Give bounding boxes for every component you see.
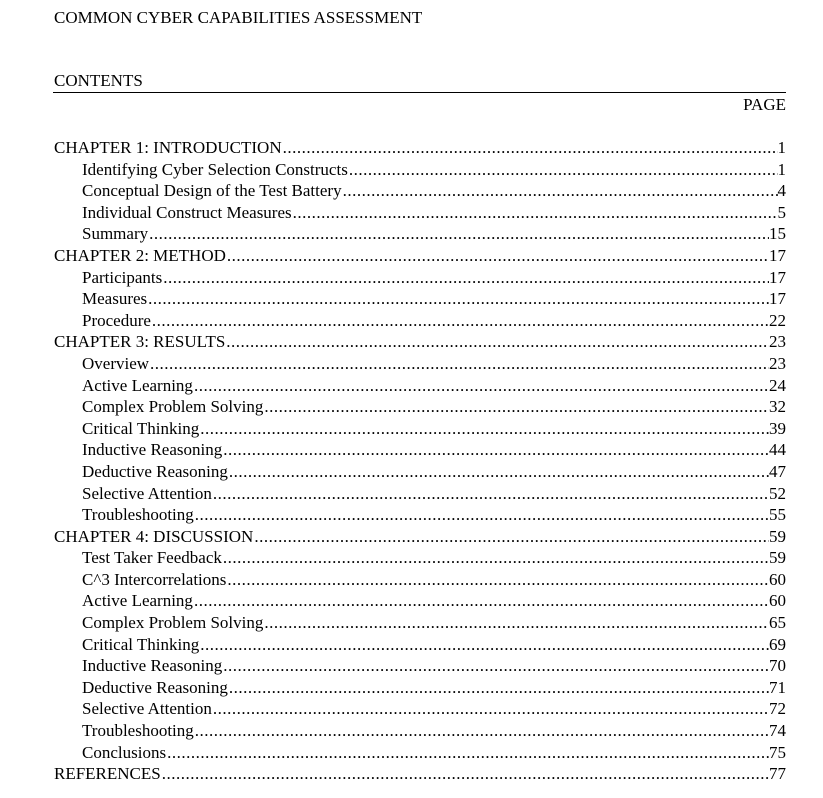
toc-dot-leader: [161, 763, 769, 785]
toc-dot-leader: [194, 720, 769, 742]
toc-section-entry[interactable]: [54, 612, 786, 634]
toc-entry-label: CHAPTER 2: METHOD: [54, 245, 226, 265]
toc-dot-leader: [149, 353, 769, 375]
toc-entry-page-number: 72: [769, 699, 786, 719]
toc-dot-leader: [348, 159, 778, 181]
toc-dot-leader: [282, 137, 778, 159]
toc-entry-page-number: 52: [769, 483, 786, 503]
toc-dot-leader: [263, 612, 769, 634]
toc-dot-leader: [194, 504, 769, 526]
toc-dot-leader: [193, 590, 769, 612]
toc-entry-page-number: 55: [769, 505, 786, 525]
toc-section-entry[interactable]: [54, 461, 786, 483]
toc-entry-page-number: 24: [769, 375, 786, 395]
toc-dot-leader: [342, 180, 778, 202]
toc-entry-label: Identifying Cyber Selection Constructs: [82, 159, 348, 179]
toc-entry-page-number: 1: [777, 138, 786, 157]
toc-dot-leader: [253, 526, 769, 548]
toc-dot-leader: [263, 396, 769, 418]
toc-section-entry[interactable]: [54, 310, 786, 332]
toc-entry-label: Participants: [82, 267, 163, 287]
toc-entry-label: Deductive Reasoning: [82, 677, 228, 697]
toc-section-entry[interactable]: [54, 634, 786, 656]
toc-dot-leader: [148, 223, 769, 245]
toc-dot-leader: [222, 547, 769, 569]
toc-section-entry[interactable]: [54, 267, 786, 289]
toc-dot-leader: [193, 375, 769, 397]
toc-entry-label: Inductive Reasoning: [82, 656, 223, 676]
toc-entry-label: Conclusions: [82, 742, 167, 762]
toc-entry-label: Troubleshooting: [82, 505, 194, 525]
toc-section-entry[interactable]: [54, 655, 786, 677]
toc-dot-leader: [228, 677, 769, 699]
toc-entry-page-number: 15: [769, 224, 786, 244]
toc-entry-label: Active Learning: [82, 591, 193, 611]
toc-section-entry[interactable]: [54, 180, 786, 202]
toc-entry-label: Inductive Reasoning: [82, 440, 223, 460]
toc-entry-page-number: 44: [769, 440, 786, 460]
toc-dot-leader: [222, 439, 769, 461]
toc-dot-leader: [166, 742, 769, 764]
toc-entry-page-number: 71: [769, 677, 786, 697]
toc-entry-page-number: 39: [769, 418, 786, 438]
toc-entry-page-number: 1: [777, 159, 786, 179]
toc-section-entry[interactable]: [54, 547, 786, 569]
toc-dot-leader: [222, 655, 769, 677]
toc-dot-leader: [212, 483, 769, 505]
toc-entry-page-number: 77: [769, 764, 786, 784]
toc-entry-page-number: 65: [769, 613, 786, 633]
toc-entry-label: Individual Construct Measures: [82, 202, 292, 222]
toc-entry-page-number: 69: [769, 634, 786, 654]
toc-section-entry[interactable]: [54, 720, 786, 742]
toc-entry-label: Test Taker Feedback: [82, 548, 222, 568]
toc-dot-leader: [212, 698, 769, 720]
toc-dot-leader: [228, 461, 769, 483]
toc-entry-page-number: 74: [769, 721, 786, 741]
toc-entry-label: Procedure: [82, 310, 151, 330]
toc-entry-label: CHAPTER 1: INTRODUCTION: [54, 138, 282, 157]
toc-entry-page-number: 17: [769, 245, 786, 265]
contents-heading: CONTENTS: [54, 71, 143, 90]
toc-dot-leader: [292, 202, 778, 224]
toc-section-entry[interactable]: [54, 569, 786, 591]
toc-section-entry[interactable]: [54, 396, 786, 418]
toc-section-entry[interactable]: [54, 439, 786, 461]
toc-entry-page-number: 75: [769, 742, 786, 762]
toc-entry-label: Selective Attention: [82, 483, 212, 503]
toc-dot-leader: [147, 288, 769, 310]
page-column-header: PAGE: [743, 95, 786, 114]
toc-dot-leader: [225, 331, 769, 353]
toc-section-entry[interactable]: [54, 375, 786, 397]
toc-section-entry[interactable]: [54, 202, 786, 224]
toc-entry-label: Measures: [82, 289, 148, 309]
toc-entry-label: Deductive Reasoning: [82, 461, 228, 481]
table-of-contents: [54, 137, 786, 785]
toc-entry-page-number: 22: [769, 310, 786, 330]
toc-section-entry[interactable]: [54, 742, 786, 764]
toc-dot-leader: [226, 245, 769, 267]
toc-entry-label: Complex Problem Solving: [82, 397, 264, 417]
toc-section-entry[interactable]: [54, 504, 786, 526]
toc-dot-leader: [151, 310, 769, 332]
toc-chapter-entry[interactable]: [54, 245, 786, 267]
toc-chapter-entry[interactable]: [54, 137, 786, 159]
toc-dot-leader: [162, 267, 769, 289]
toc-dot-leader: [199, 634, 769, 656]
toc-entry-page-number: 47: [769, 461, 786, 481]
toc-chapter-entry[interactable]: [54, 763, 786, 785]
toc-entry-label: C^3 Intercorrelations: [82, 569, 227, 589]
toc-entry-label: Complex Problem Solving: [82, 613, 264, 633]
toc-dot-leader: [226, 569, 769, 591]
toc-section-entry[interactable]: [54, 353, 786, 375]
toc-entry-page-number: 70: [769, 656, 786, 676]
toc-entry-label: CHAPTER 3: RESULTS: [54, 332, 226, 352]
toc-entry-label: Critical Thinking: [82, 634, 200, 654]
toc-section-entry[interactable]: [54, 590, 786, 612]
toc-entry-page-number: 17: [769, 289, 786, 309]
toc-section-entry[interactable]: [54, 677, 786, 699]
toc-entry-label: Summary: [82, 224, 149, 244]
toc-entry-label: Troubleshooting: [82, 721, 194, 741]
toc-section-entry[interactable]: [54, 483, 786, 505]
toc-entry-page-number: 23: [769, 332, 786, 352]
toc-entry-page-number: 59: [769, 548, 786, 568]
toc-entry-page-number: 17: [769, 267, 786, 287]
toc-entry-page-number: 59: [769, 526, 786, 546]
heading-rule: [53, 92, 786, 93]
toc-entry-page-number: 5: [777, 202, 786, 222]
toc-entry-page-number: 60: [769, 591, 786, 611]
toc-chapter-entry[interactable]: [54, 331, 786, 353]
toc-section-entry[interactable]: [54, 418, 786, 440]
toc-entry-label: Critical Thinking: [82, 418, 200, 438]
document-title: COMMON CYBER CAPABILITIES ASSESSMENT: [54, 8, 423, 27]
toc-entry-label: REFERENCES: [54, 764, 161, 784]
toc-chapter-entry[interactable]: [54, 526, 786, 548]
toc-entry-label: Overview: [82, 353, 150, 373]
toc-dot-leader: [199, 418, 769, 440]
toc-entry-page-number: 4: [777, 181, 786, 201]
toc-entry-label: CHAPTER 4: DISCUSSION: [54, 526, 254, 546]
toc-entry-page-number: 32: [769, 397, 786, 417]
toc-entry-page-number: 23: [769, 353, 786, 373]
toc-section-entry[interactable]: [54, 698, 786, 720]
toc-entry-page-number: 60: [769, 569, 786, 589]
toc-entry-label: Selective Attention: [82, 699, 212, 719]
toc-entry-label: Active Learning: [82, 375, 193, 395]
toc-section-entry[interactable]: [54, 288, 786, 310]
toc-section-entry[interactable]: [54, 159, 786, 181]
toc-entry-label: Conceptual Design of the Test Battery: [82, 181, 342, 201]
toc-section-entry[interactable]: [54, 223, 786, 245]
